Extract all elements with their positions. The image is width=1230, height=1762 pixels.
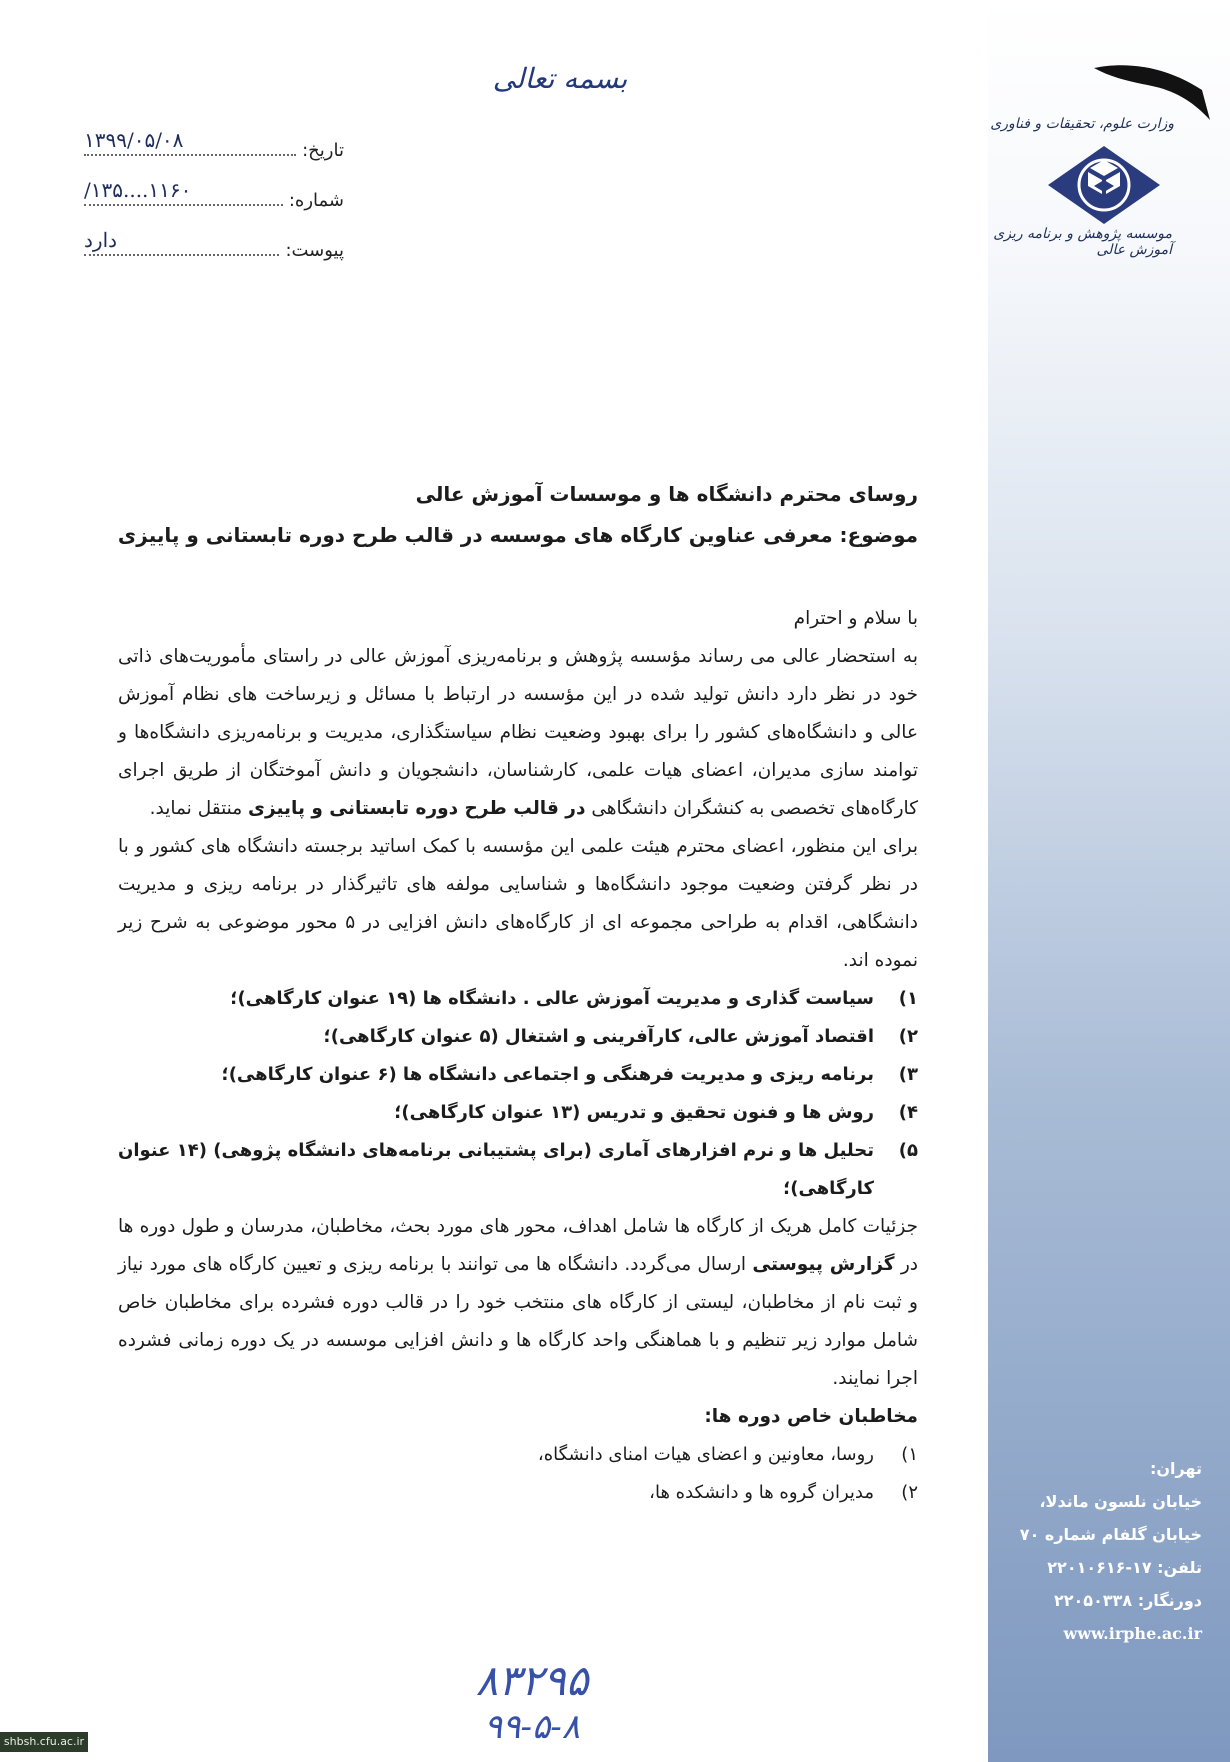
source-watermark: shbsh.cfu.ac.ir — [0, 1732, 88, 1752]
institute-logo-icon — [1048, 146, 1160, 224]
paragraph-details-text-a: جزئیات کامل هریک از کارگاه ها شامل اهداف، محور های مورد بحث، مخاطبان، مدرسان و طول دوره ها در — [118, 1216, 918, 1275]
address-phone: تلفن: ۱۷-۲۲۰۱۰۶۱۶ — [1047, 1558, 1202, 1577]
number-field — [84, 178, 344, 211]
institute-address — [992, 1452, 1202, 1650]
attachment-label: پیوست: — [285, 240, 344, 261]
paragraph-details-emphasis: گزارش پیوستی — [752, 1254, 895, 1275]
list-item: ۳) برنامه ریزی و مدیریت فرهنگی و اجتماعی دانشگاه ها (۶ عنوان کارگاهی)؛ — [221, 1064, 918, 1085]
number-value: ۱۱۶۰....۱۳۵/ — [84, 178, 192, 202]
subject-line: موضوع: معرفی عناوین کارگاه های موسسه در قالب طرح دوره تابستانی و پاییزی — [117, 523, 918, 547]
addressee-line: روسای محترم دانشگاه ها و موسسات آموزش عالی — [415, 482, 918, 506]
date-label: تاریخ: — [302, 140, 344, 161]
list-item: ۱) روسا، معاونین و اعضای هیات امنای دانشگاه، — [537, 1444, 918, 1465]
greeting: با سلام و احترام — [793, 608, 918, 629]
date-value: ۱۳۹۹/۰۵/۰۸ — [84, 128, 184, 152]
paragraph-intro-emphasis: در قالب طرح دوره تابستانی و پاییزی — [248, 798, 586, 819]
audience-heading: مخاطبان خاص دوره ها: — [704, 1406, 918, 1427]
address-street-2: خیابان گلفام شماره ۷۰ — [1019, 1525, 1202, 1544]
list-item: ۴) روش ها و فنون تحقیق و تدریس (۱۳ عنوان کارگاهی)؛ — [394, 1102, 918, 1123]
letter-body — [118, 600, 918, 1512]
attachment-value: دارد — [84, 228, 118, 252]
number-label: شماره: — [288, 190, 344, 211]
handwritten-number: ۸۳۲۹۵ — [475, 1656, 589, 1705]
audience-list — [118, 1436, 918, 1512]
list-item: ۲) مدیران گروه ها و دانشکده ها، — [649, 1482, 918, 1503]
address-fax: دورنگار: ۲۲۰۵۰۳۳۸ — [1054, 1591, 1202, 1610]
paragraph-intro-text-b: منتقل نماید. — [149, 798, 249, 819]
paragraph-details-text-b: ارسال می‌گردد. دانشگاه ها می توانند با برنامه ریزی و تعیین کارگاه های مورد نیاز و ثبت نام از مخاطبان، لیستی از کارگاه های منتخب خود را در قالب دوره فشرده برای مخاطبان خاص شامل موارد زیر تنظیم و با هماهنگی واحد کارگاه ها و دانش افزایی موسسه در یک دوره زمانی فشرده اجرا نمایند. — [118, 1254, 918, 1389]
paragraph-details — [118, 1208, 918, 1398]
attachment-field — [84, 228, 344, 261]
list-item: ۵) تحلیل ها و نرم افزارهای آماری (برای پشتیبانی برنامه‌های دانشگاه پژوهی) (۱۴ عنوان کارگاهی)؛ — [118, 1140, 918, 1199]
list-item: ۲) اقتصاد آموزش عالی، کارآفرینی و اشتغال (۵ عنوان کارگاهی)؛ — [323, 1026, 918, 1047]
address-street-1: خیابان نلسون ماندلا، — [1039, 1492, 1202, 1511]
address-city: تهران: — [1149, 1459, 1202, 1478]
paragraph-intro — [118, 638, 918, 828]
list-item: ۱) سیاست گذاری و مدیریت آموزش عالی . دانشگاه ها (۱۹ عنوان کارگاهی)؛ — [230, 988, 918, 1009]
handwritten-date: ۹۹-۵-۸ — [483, 1707, 581, 1747]
paragraph-intro-text-a: به استحضار عالی می رساند مؤسسه پژوهش و برنامه‌ریزی آموزش عالی در راستای مأموریت‌های ذاتی خود در نظر دارد دانش تولید شده در این مؤسسه در ارتباط با مسائل و زیرساخت های نظام آموزش عالی و دانشگاه‌های کشور را برای بهبود وضعیت نظام سیاستگذاری، مدیریت و برنامه‌ریزی دانشگاه‌ها و توامند سازی مدیران، اعضای هیات علمی، کارشناسان، دانشجویان و دانش آموختگان از طریق اجرای کارگاه‌های تخصصی به کنشگران دانشگاهی — [118, 646, 918, 819]
institute-name: موسسه پژوهش و برنامه ریزی آموزش عالی — [993, 226, 1172, 258]
handwritten-registration — [432, 1658, 632, 1750]
paragraph-purpose: برای این منظور، اعضای محترم هیئت علمی این مؤسسه با کمک اساتید برجسته دانشگاه های کشور و با در نظر گرفتن وضعیت موجود دانشگاه‌ها و شناسایی مولفه های تاثیرگذار در برنامه ریزی و مدیریت دانشگاهی، اقدام به طراحی مجموعه ای از کارگاه‌های دانش افزایی در ۵ محور موضوعی به شرح زیر نموده اند. — [118, 836, 919, 971]
website-link[interactable]: www.irphe.ac.ir — [1063, 1624, 1202, 1643]
date-field — [84, 128, 344, 161]
ministry-name: وزارت علوم، تحقیقات و فناوری — [990, 116, 1174, 132]
bismillah-heading: بسمه تعالی — [492, 62, 628, 95]
workshop-topics-list — [118, 980, 918, 1208]
